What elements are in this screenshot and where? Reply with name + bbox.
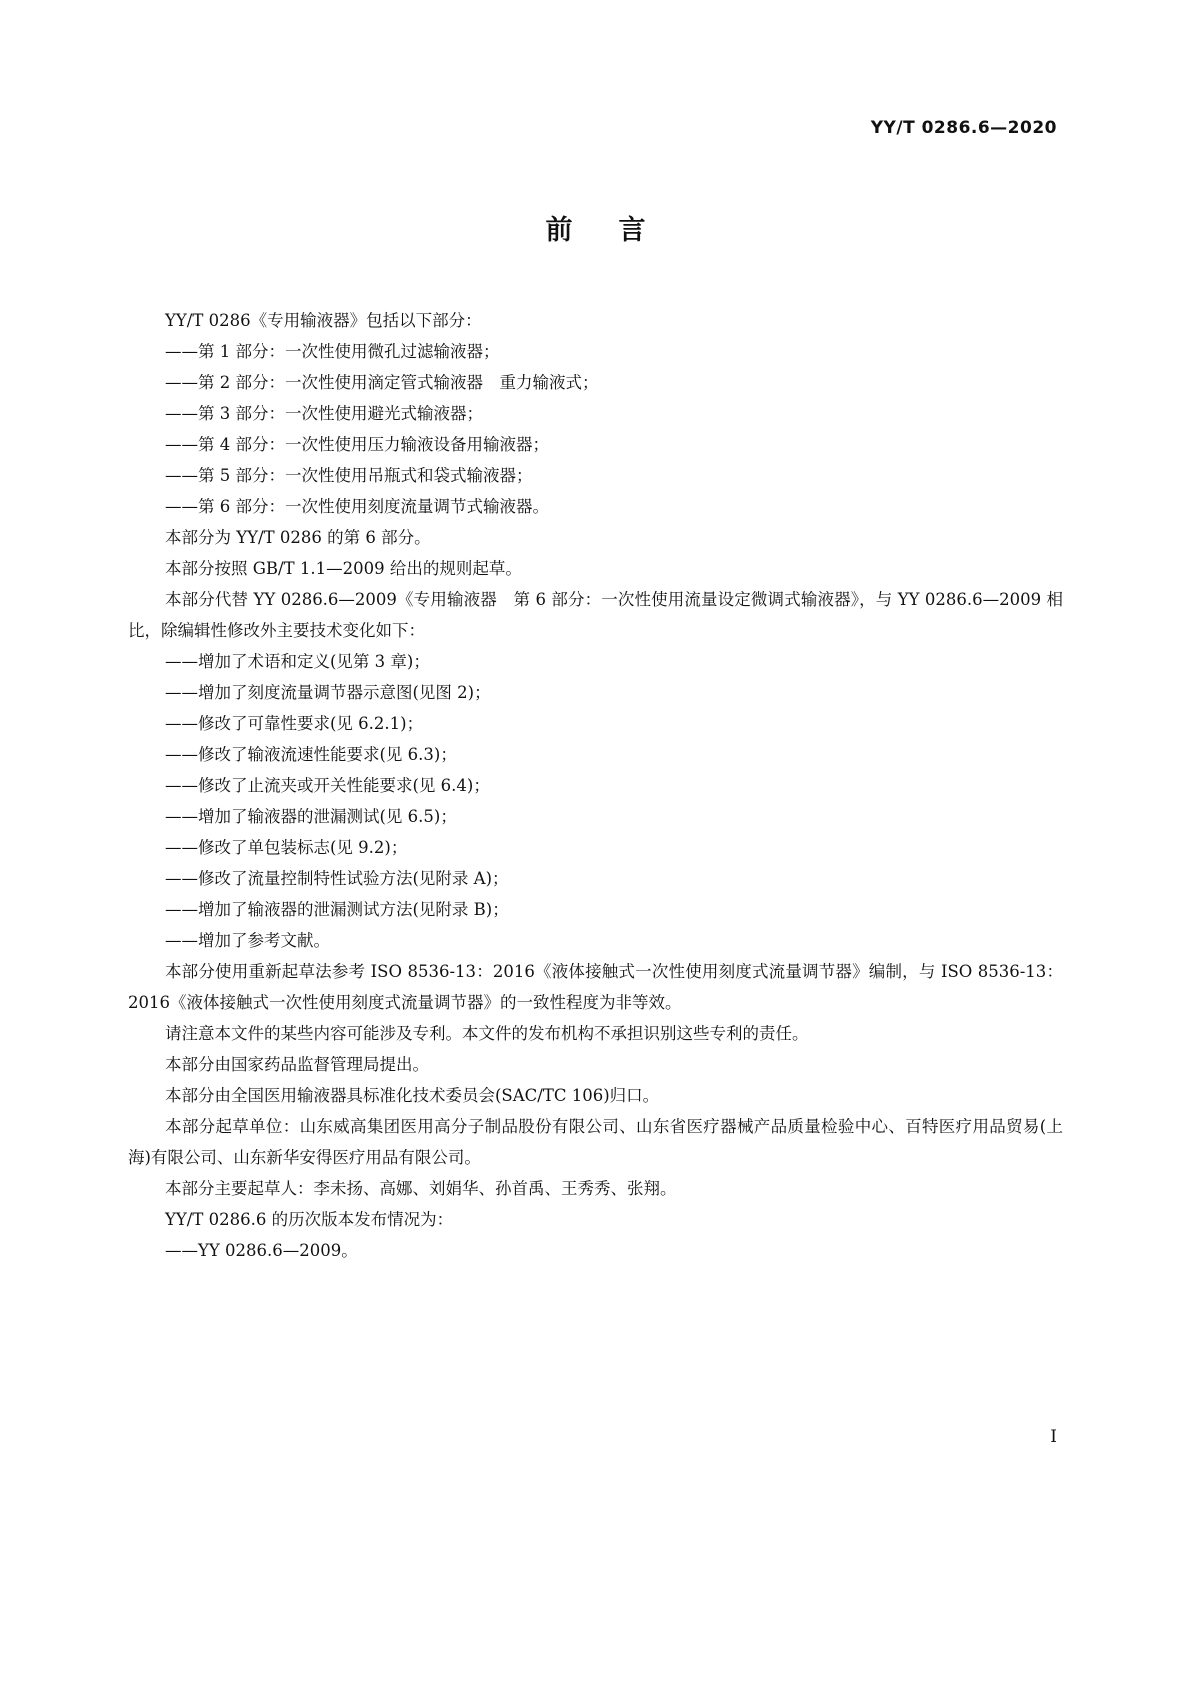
paragraph: 本部分主要起草人：李未扬、高娜、刘娟华、孙首禹、王秀秀、张翔。 xyxy=(165,1179,677,1198)
standard-code: YY/T 0286.6—2020 xyxy=(870,118,1057,138)
paragraph: YY/T 0286《专用输液器》包括以下部分： xyxy=(165,311,482,330)
list-item: ——第 4 部分：一次性使用压力输液设备用输液器； xyxy=(165,435,549,454)
paragraph: 本部分由全国医用输液器具标准化技术委员会(SAC/TC 106)归口。 xyxy=(165,1086,660,1105)
list-item: ——第 2 部分：一次性使用滴定管式输液器 重力输液式； xyxy=(165,373,599,392)
list-item: ——增加了参考文献。 xyxy=(165,931,330,950)
page-title: 前言 xyxy=(545,215,692,246)
list-item: ——第 5 部分：一次性使用吊瓶式和袋式输液器； xyxy=(165,466,533,485)
paragraph: 本部分为 YY/T 0286 的第 6 部分。 xyxy=(165,528,431,547)
list-item: ——修改了单包装标志(见 9.2)； xyxy=(165,838,408,857)
foreword-body xyxy=(128,305,1063,1266)
list-item: ——修改了可靠性要求(见 6.2.1)； xyxy=(165,714,424,733)
list-item: ——增加了输液器的泄漏测试(见 6.5)； xyxy=(165,807,457,826)
list-item: ——增加了术语和定义(见第 3 章)； xyxy=(165,652,430,671)
list-item: ——第 6 部分：一次性使用刻度流量调节式输液器。 xyxy=(165,497,549,516)
list-item: ——修改了输液流速性能要求(见 6.3)； xyxy=(165,745,457,764)
paragraph: 本部分使用重新起草法参考 ISO 8536-13：2016《液体接触式一次性使用刻度式流量调节器》编制，与 ISO 8536-13：2016《液体接触式一次性使用刻度式流量调节器》的一致性程度为非等效。 xyxy=(128,962,1063,1012)
paragraph: 请注意本文件的某些内容可能涉及专利。本文件的发布机构不承担识别这些专利的责任。 xyxy=(165,1024,809,1043)
paragraph: 本部分起草单位：山东威高集团医用高分子制品股份有限公司、山东省医疗器械产品质量检验中心、百特医疗用品贸易(上海)有限公司、山东新华安得医疗用品有限公司。 xyxy=(128,1117,1063,1167)
page-number: I xyxy=(1050,1427,1057,1447)
list-item: ——第 3 部分：一次性使用避光式输液器； xyxy=(165,404,483,423)
list-item: ——YY 0286.6—2009。 xyxy=(165,1241,358,1260)
list-item: ——增加了输液器的泄漏测试方法(见附录 B)； xyxy=(165,900,509,919)
list-item: ——修改了流量控制特性试验方法(见附录 A)； xyxy=(165,869,509,888)
list-item: ——修改了止流夹或开关性能要求(见 6.4)； xyxy=(165,776,490,795)
paragraph: YY/T 0286.6 的历次版本发布情况为： xyxy=(165,1210,454,1229)
paragraph: 本部分由国家药品监督管理局提出。 xyxy=(165,1055,429,1074)
list-item: ——第 1 部分：一次性使用微孔过滤输液器； xyxy=(165,342,500,361)
list-item: ——增加了刻度流量调节器示意图(见图 2)； xyxy=(165,683,491,702)
paragraph: 本部分代替 YY 0286.6—2009《专用输液器 第 6 部分：一次性使用流量设定微调式输液器》，与 YY 0286.6—2009 相比，除编辑性修改外主要技术变化如下： xyxy=(128,590,1063,640)
paragraph: 本部分按照 GB/T 1.1—2009 给出的规则起草。 xyxy=(165,559,522,578)
